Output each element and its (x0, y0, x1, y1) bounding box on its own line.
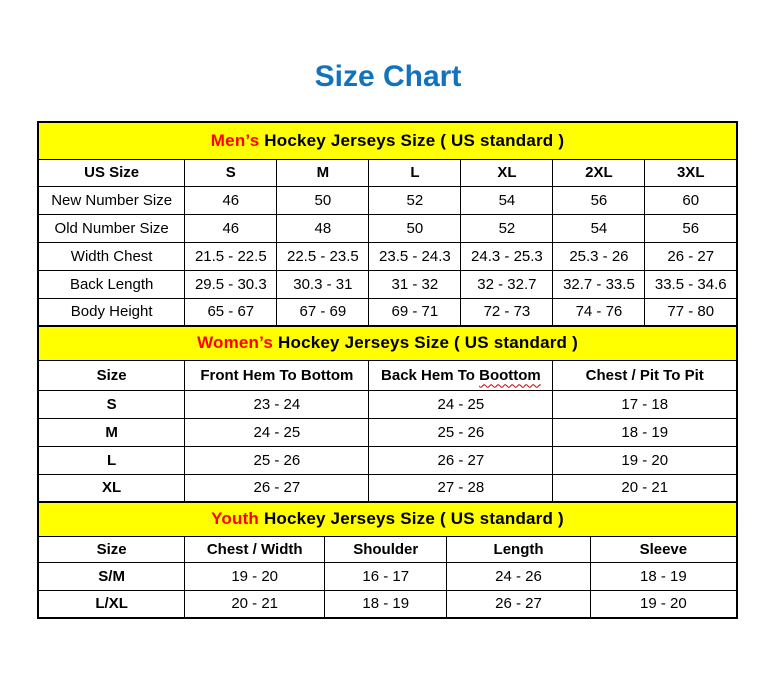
womens-size-value: 25 - 26 (185, 446, 369, 474)
womens-size-value: 27 - 28 (369, 474, 553, 502)
mens-size-value: 21.5 - 22.5 (185, 242, 277, 270)
youth-size-value: 18 - 19 (325, 590, 447, 618)
womens-row-label: S (38, 390, 185, 418)
mens-size-value: 56 (553, 186, 645, 214)
womens-banner-row (38, 326, 737, 360)
page-title: Size Chart (314, 60, 462, 93)
mens-size-table (37, 121, 738, 327)
mens-row-label: Old Number Size (38, 214, 185, 242)
youth-size-value: 19 - 20 (185, 562, 325, 590)
mens-size-value: 65 - 67 (185, 298, 277, 326)
youth-row-label: L/XL (38, 590, 185, 618)
mens-size-value: 26 - 27 (645, 242, 737, 270)
womens-header-row (38, 360, 737, 390)
mens-size-value: 50 (277, 186, 369, 214)
womens-size-value: 20 - 21 (553, 474, 737, 502)
mens-size-value: 52 (369, 186, 461, 214)
mens-table-row (38, 270, 737, 298)
youth-row-label: S/M (38, 562, 185, 590)
womens-size-value: 24 - 25 (369, 390, 553, 418)
womens-size-value: 23 - 24 (185, 390, 369, 418)
mens-size-value: 54 (461, 186, 553, 214)
mens-banner-rest: Hockey Jerseys Size ( US standard ) (259, 130, 565, 150)
mens-banner-highlight: Men’s (210, 130, 260, 150)
mens-size-value: 52 (461, 214, 553, 242)
mens-size-value: 29.5 - 30.3 (185, 270, 277, 298)
youth-banner-rest: Hockey Jerseys Size ( US standard ) (259, 509, 564, 529)
womens-column-header: Front Hem To Bottom (185, 360, 369, 390)
mens-size-value: 46 (185, 186, 277, 214)
youth-banner-row (38, 502, 737, 536)
youth-size-value: 18 - 19 (590, 562, 737, 590)
mens-column-header: XL (461, 159, 553, 186)
youth-column-header: Size (38, 536, 185, 562)
mens-column-header: L (369, 159, 461, 186)
womens-section-banner (38, 326, 737, 360)
womens-size-value: 17 - 18 (553, 390, 737, 418)
youth-section-banner (38, 502, 737, 536)
column-header-text: Back Hem To (381, 366, 480, 384)
mens-row-label: Body Height (38, 298, 185, 326)
mens-row-label: New Number Size (38, 186, 185, 214)
mens-size-value: 46 (185, 214, 277, 242)
womens-table-row (38, 418, 737, 446)
mens-size-value: 32 - 32.7 (461, 270, 553, 298)
mens-size-value: 48 (277, 214, 369, 242)
mens-column-header: US Size (38, 159, 185, 186)
womens-row-label: XL (38, 474, 185, 502)
mens-table-row (38, 242, 737, 270)
size-chart (37, 121, 738, 619)
mens-size-value: 67 - 69 (277, 298, 369, 326)
mens-size-value: 50 (369, 214, 461, 242)
womens-size-value: 26 - 27 (185, 474, 369, 502)
womens-row-label: M (38, 418, 185, 446)
youth-size-value: 24 - 26 (447, 562, 590, 590)
youth-size-value: 20 - 21 (185, 590, 325, 618)
womens-column-header: Size (38, 360, 185, 390)
mens-size-value: 60 (645, 186, 737, 214)
womens-banner-rest: Hockey Jerseys Size ( US standard ) (273, 333, 578, 353)
mens-size-value: 77 - 80 (645, 298, 737, 326)
womens-banner-highlight: Women’s (197, 333, 274, 353)
mens-section-banner (38, 122, 737, 159)
womens-size-value: 26 - 27 (369, 446, 553, 474)
youth-header-row (38, 536, 737, 562)
womens-table-row (38, 474, 737, 502)
youth-table-row (38, 562, 737, 590)
womens-size-value: 18 - 19 (553, 418, 737, 446)
womens-column-header: Chest / Pit To Pit (553, 360, 737, 390)
mens-size-value: 25.3 - 26 (553, 242, 645, 270)
mens-banner-row (38, 122, 737, 159)
mens-size-value: 32.7 - 33.5 (553, 270, 645, 298)
mens-table-row (38, 214, 737, 242)
mens-header-row (38, 159, 737, 186)
mens-size-value: 22.5 - 23.5 (277, 242, 369, 270)
youth-size-value: 26 - 27 (447, 590, 590, 618)
mens-size-value: 33.5 - 34.6 (645, 270, 737, 298)
youth-column-header: Length (447, 536, 590, 562)
youth-column-header: Shoulder (325, 536, 447, 562)
mens-column-header: 3XL (645, 159, 737, 186)
mens-table-row (38, 186, 737, 214)
youth-column-header: Sleeve (590, 536, 737, 562)
womens-size-value: 24 - 25 (185, 418, 369, 446)
youth-banner-highlight: Youth (211, 509, 260, 529)
womens-column-header (369, 360, 553, 390)
womens-size-table (37, 325, 738, 503)
mens-size-value: 72 - 73 (461, 298, 553, 326)
mens-table-row (38, 298, 737, 326)
mens-column-header: M (277, 159, 369, 186)
mens-size-value: 74 - 76 (553, 298, 645, 326)
mens-size-value: 56 (645, 214, 737, 242)
mens-size-value: 24.3 - 25.3 (461, 242, 553, 270)
youth-table-row (38, 590, 737, 618)
mens-size-value: 23.5 - 24.3 (369, 242, 461, 270)
mens-size-value: 31 - 32 (369, 270, 461, 298)
mens-column-header: 2XL (553, 159, 645, 186)
youth-size-value: 16 - 17 (325, 562, 447, 590)
youth-size-value: 19 - 20 (590, 590, 737, 618)
womens-table-row (38, 390, 737, 418)
mens-size-value: 54 (553, 214, 645, 242)
womens-row-label: L (38, 446, 185, 474)
mens-row-label: Back Length (38, 270, 185, 298)
mens-column-header: S (185, 159, 277, 186)
youth-column-header: Chest / Width (185, 536, 325, 562)
womens-size-value: 25 - 26 (369, 418, 553, 446)
womens-table-row (38, 446, 737, 474)
mens-row-label: Width Chest (38, 242, 185, 270)
size-chart-page (0, 60, 776, 613)
womens-size-value: 19 - 20 (553, 446, 737, 474)
misspelled-word: Boottom (479, 366, 541, 384)
mens-size-value: 30.3 - 31 (277, 270, 369, 298)
youth-size-table (37, 501, 738, 619)
mens-size-value: 69 - 71 (369, 298, 461, 326)
